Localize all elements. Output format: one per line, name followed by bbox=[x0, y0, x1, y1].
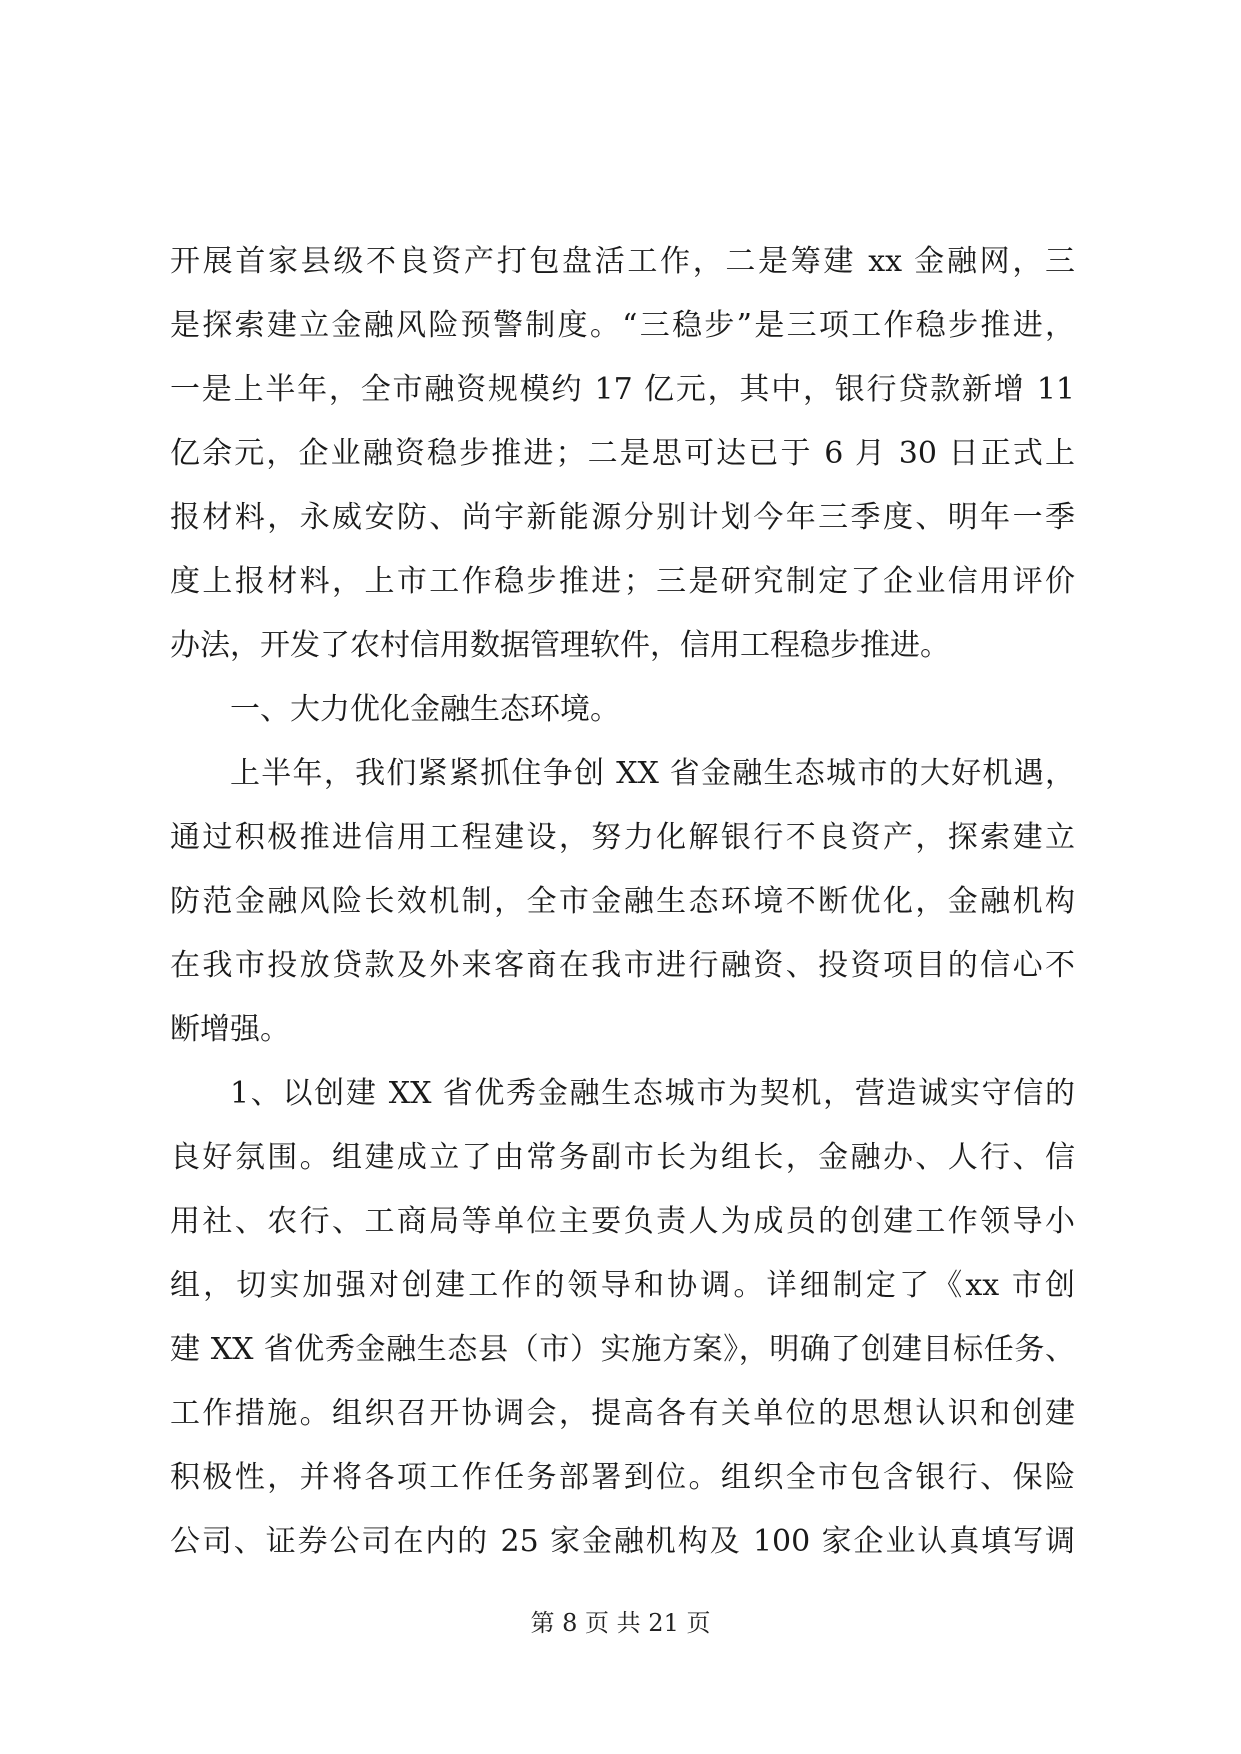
text-line: 在我市投放贷款及外来客商在我市进行融资、投资项目的信心不 bbox=[170, 948, 1075, 983]
document-body bbox=[170, 230, 1075, 1574]
text-line: 建 XX 省优秀金融生态县（市）实施方案》，明确了创建目标任务、 bbox=[170, 1332, 1075, 1367]
text-line: 是探索建立金融风险预警制度。“三稳步”是三项工作稳步推进， bbox=[170, 308, 1075, 343]
text-line: 一是上半年，全市融资规模约 17 亿元，其中，银行贷款新增 11 bbox=[170, 372, 1075, 407]
text-line: 通过积极推进信用工程建设，努力化解银行不良资产，探索建立 bbox=[170, 820, 1075, 855]
text-line: 度上报材料，上市工作稳步推进；三是研究制定了企业信用评价 bbox=[170, 564, 1075, 599]
text-line: 用社、农行、工商局等单位主要负责人为成员的创建工作领导小 bbox=[170, 1204, 1075, 1239]
text-line: 良好氛围。组建成立了由常务副市长为组长，金融办、人行、信 bbox=[170, 1140, 1075, 1175]
text-line: 开展首家县级不良资产打包盘活工作，二是筹建 xx 金融网，三 bbox=[170, 244, 1075, 279]
text-line: 1、以创建 XX 省优秀金融生态城市为契机，营造诚实守信的 bbox=[230, 1076, 1075, 1111]
text-line: 积极性，并将各项工作任务部署到位。组织全市包含银行、保险 bbox=[170, 1460, 1075, 1495]
text-line: 上半年，我们紧紧抓住争创 XX 省金融生态城市的大好机遇， bbox=[230, 756, 1075, 791]
text-line: 断增强。 bbox=[170, 1012, 290, 1047]
text-line: 报材料，永威安防、尚宇新能源分别计划今年三季度、明年一季 bbox=[170, 500, 1075, 535]
text-line: 工作措施。组织召开协调会，提高各有关单位的思想认识和创建 bbox=[170, 1396, 1075, 1431]
section-heading: 一、大力优化金融生态环境。 bbox=[230, 692, 620, 727]
page-number-footer: 第 8 页 共 21 页 bbox=[530, 1609, 711, 1637]
text-line: 亿余元，企业融资稳步推进；二是思可达已于 6 月 30 日正式上 bbox=[170, 436, 1075, 471]
text-line: 防范金融风险长效机制，全市金融生态环境不断优化，金融机构 bbox=[170, 884, 1075, 919]
text-line: 公司、证券公司在内的 25 家金融机构及 100 家企业认真填写调 bbox=[170, 1524, 1075, 1559]
text-line: 办法，开发了农村信用数据管理软件，信用工程稳步推进。 bbox=[170, 628, 950, 663]
text-line: 组，切实加强对创建工作的领导和协调。详细制定了《xx 市创 bbox=[170, 1268, 1075, 1303]
